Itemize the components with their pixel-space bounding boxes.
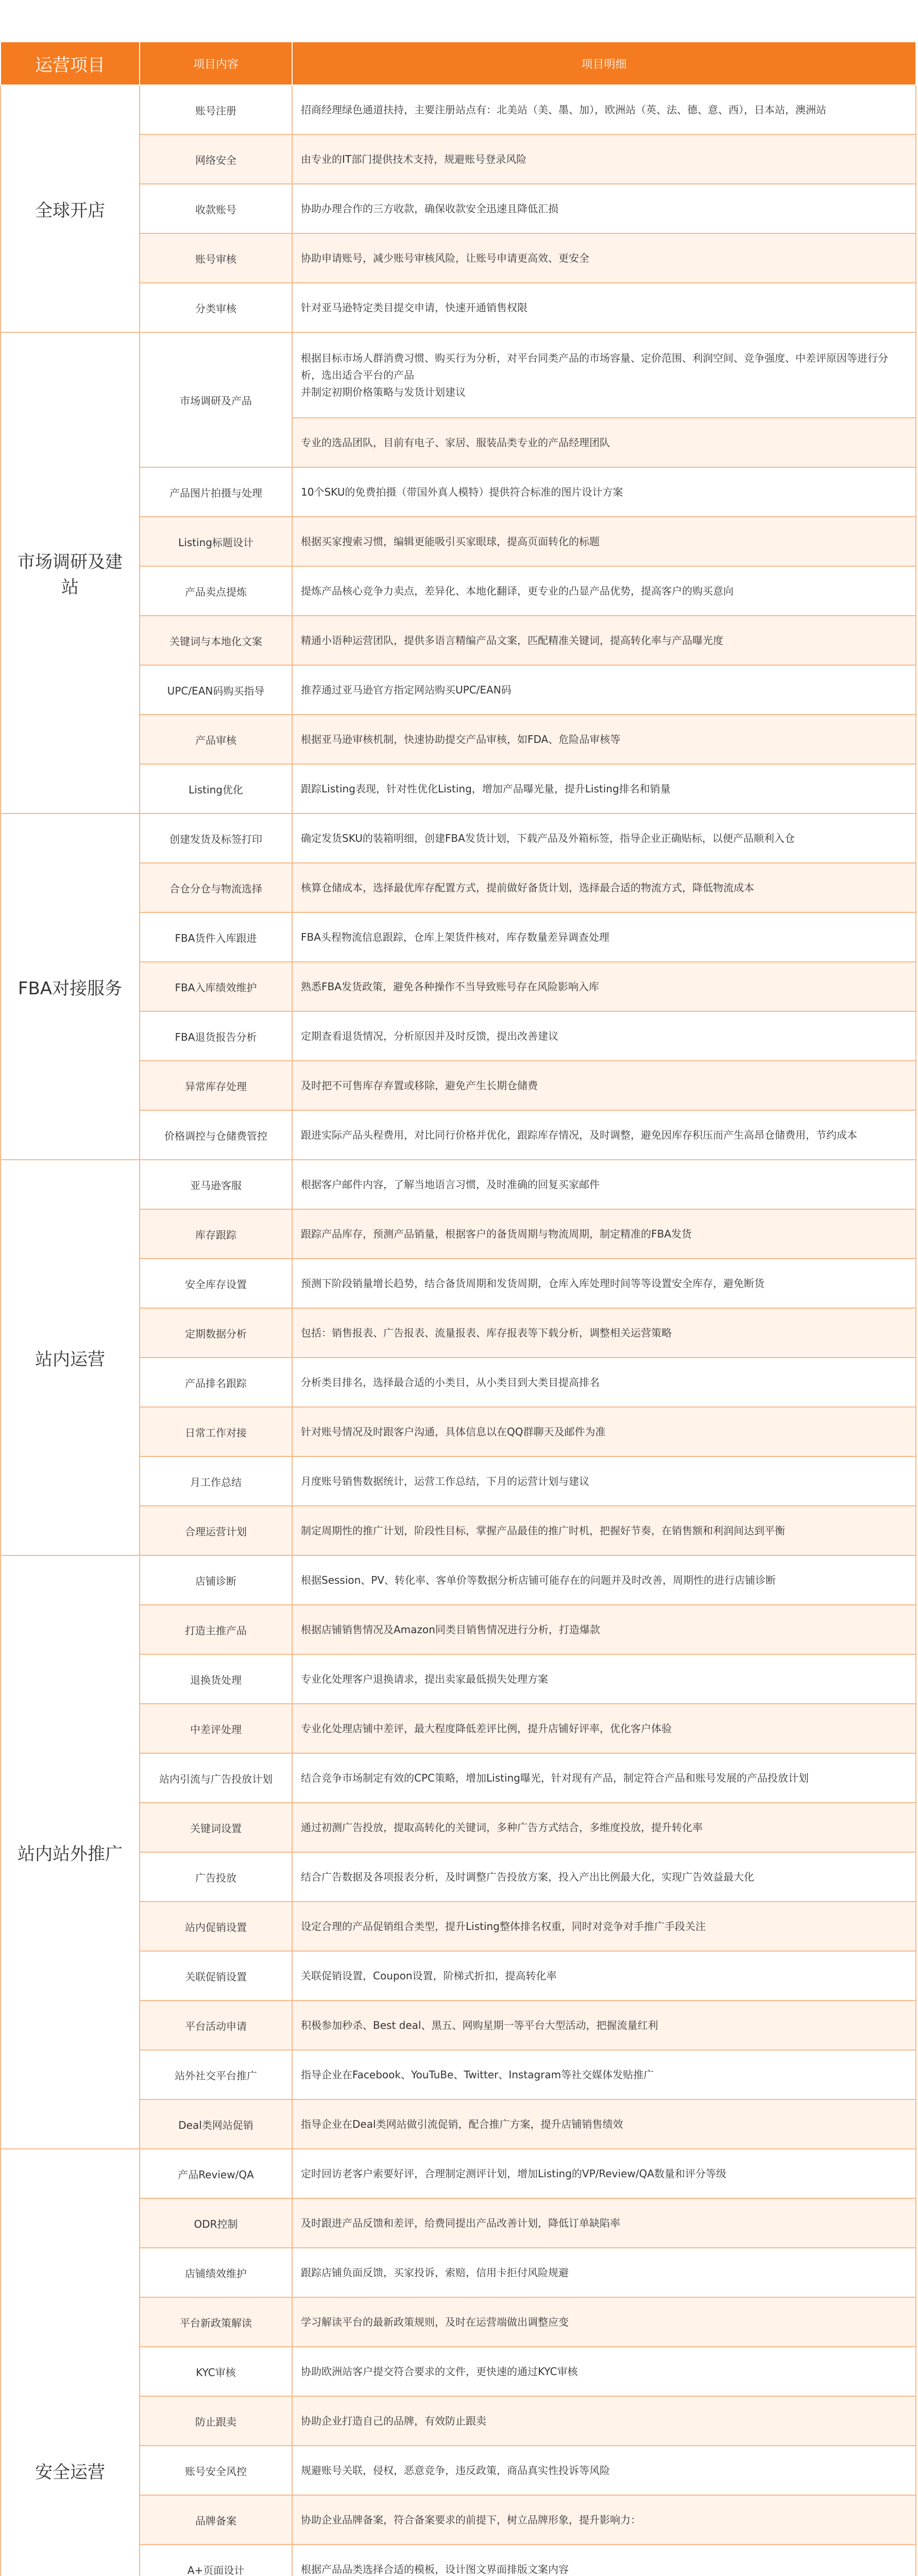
detail-cell: 跟踪Listing表现，针对性优化Listing，增加产品曝光量，提升Listing排名和销量 — [292, 764, 916, 814]
detail-cell: 规避账号关联，侵权，恶意竞争，违反政策，商品真实性投诉等风险 — [292, 2446, 916, 2495]
item-cell: 防止跟卖 — [140, 2396, 292, 2446]
category-cell: 全球开店 — [1, 85, 140, 332]
detail-cell: 通过初测广告投放，提取高转化的关键词，多种广告方式结合，多维度投放，提升转化率 — [292, 1803, 916, 1852]
detail-cell: 学习解读平台的最新政策规则，及时在运营端做出调整应变 — [292, 2297, 916, 2347]
detail-cell: 及时跟进产品反馈和差评，给费同提出产品改善计划，降低订单缺陷率 — [292, 2198, 916, 2248]
detail-cell: 根据Session、PV、转化率、客单价等数据分析店铺可能存在的问题并及时改善，周期性的进行店铺诊断 — [292, 1555, 916, 1605]
item-cell: 分类审核 — [140, 283, 292, 332]
item-cell: 安全库存设置 — [140, 1259, 292, 1308]
header-detail: 项目明细 — [292, 42, 916, 85]
detail-cell: 针对亚马逊特定类目提交申请，快速开通销售权限 — [292, 283, 916, 332]
table-row — [1, 1555, 916, 1605]
header-project: 运营项目 — [1, 42, 140, 85]
item-cell: 中差评处理 — [140, 1704, 292, 1753]
item-cell: 产品Review/QA — [140, 2149, 292, 2198]
item-cell: 店铺诊断 — [140, 1555, 292, 1605]
detail-cell: 定时回访老客户索要好评，合理制定测评计划，增加Listing的VP/Review/QA数量和评分等级 — [292, 2149, 916, 2198]
detail-cell: 指导企业在Deal类网站做引流促销，配合推广方案，提升店铺销售绩效 — [292, 2099, 916, 2149]
detail-cell: 招商经理绿色通道扶持，主要注册站点有：北美站（美、墨、加），欧洲站（英、法、德、意、西），日本站，澳洲站 — [292, 85, 916, 134]
item-cell: 定期数据分析 — [140, 1308, 292, 1358]
item-cell: 库存跟踪 — [140, 1209, 292, 1259]
detail-cell: 协助办理合作的三方收款，确保收款安全迅速且降低汇损 — [292, 184, 916, 233]
item-cell: 创建发货及标签打印 — [140, 814, 292, 863]
detail-cell: 跟踪产品库存，预测产品销量，根据客户的备货周期与物流周期，制定精准的FBA发货 — [292, 1209, 916, 1259]
item-cell: 收款账号 — [140, 184, 292, 233]
item-cell: 平台活动申请 — [140, 2001, 292, 2050]
detail-cell: 确定发货SKU的装箱明细，创建FBA发货计划，下载产品及外箱标签，指导企业正确贴标，以便产品顺利入仓 — [292, 814, 916, 863]
detail-cell: 预测下阶段销量增长趋势，结合备货周期和发货周期，仓库入库处理时间等等设置安全库存，避免断货 — [292, 1259, 916, 1308]
table-header-row — [1, 42, 916, 85]
detail-cell: 月度账号销售数据统计，运营工作总结，下月的运营计划与建议 — [292, 1456, 916, 1506]
detail-cell: 针对账号情况及时跟客户沟通，具体信息以在QQ群聊天及邮件为准 — [292, 1407, 916, 1456]
services-table — [0, 41, 916, 2576]
item-cell: FBA货件入库跟进 — [140, 912, 292, 962]
item-cell: 账号安全风控 — [140, 2446, 292, 2495]
item-cell: UPC/EAN码购买指导 — [140, 665, 292, 715]
item-cell: 日常工作对接 — [140, 1407, 292, 1456]
item-cell: 产品审核 — [140, 715, 292, 764]
item-cell: A+页面设计 — [140, 2545, 292, 2576]
item-cell: 账号注册 — [140, 85, 292, 134]
item-cell: 异常库存处理 — [140, 1061, 292, 1110]
table-row — [1, 814, 916, 863]
item-cell: 品牌备案 — [140, 2495, 292, 2545]
category-cell: 市场调研及建站 — [1, 332, 140, 814]
item-cell: 产品卖点提炼 — [140, 566, 292, 616]
detail-cell: FBA头程物流信息跟踪，仓库上架货件核对，库存数量差异调查处理 — [292, 912, 916, 962]
detail-cell: 分析类目排名，选择最合适的小类目，从小类目到大类目提高排名 — [292, 1358, 916, 1407]
item-cell: 站内促销设置 — [140, 1902, 292, 1951]
item-cell: ODR控制 — [140, 2198, 292, 2248]
detail-cell: 根据产品品类选择合适的模板，设计图文界面排版文案内容 — [292, 2545, 916, 2576]
table-body — [1, 85, 916, 2576]
detail-cell: 由专业的IT部门提供技术支持，规避账号登录风险 — [292, 134, 916, 184]
item-cell: 退换货处理 — [140, 1654, 292, 1704]
table-row — [1, 85, 916, 134]
detail-cell: 根据买家搜索习惯，编辑更能吸引买家眼球，提高页面转化的标题 — [292, 517, 916, 566]
detail-cell: 熟悉FBA发货政策，避免各种操作不当导致账号存在风险影响入库 — [292, 962, 916, 1011]
table-row — [1, 332, 916, 418]
detail-cell: 10个SKU的免费拍摄（带国外真人模特）提供符合标准的图片设计方案 — [292, 467, 916, 517]
detail-cell: 跟踪店铺负面反馈，买家投诉，索赔，信用卡拒付风险规避 — [292, 2248, 916, 2297]
detail-cell: 专业化处理店铺中差评，最大程度降低差评比例，提升店铺好评率，优化客户体验 — [292, 1704, 916, 1753]
item-cell: 广告投放 — [140, 1852, 292, 1902]
header-content: 项目内容 — [140, 42, 292, 85]
detail-cell: 推荐通过亚马逊官方指定网站购买UPC/EAN码 — [292, 665, 916, 715]
item-cell: FBA退货报告分析 — [140, 1011, 292, 1061]
detail-cell: 协助欧洲站客户提交符合要求的文件，更快速的通过KYC审核 — [292, 2347, 916, 2396]
detail-cell: 专业的选品团队，目前有电子、家居、服装品类专业的产品经理团队 — [292, 418, 916, 467]
table-row — [1, 2149, 916, 2198]
item-cell: Deal类网站促销 — [140, 2099, 292, 2149]
detail-cell: 积极参加秒杀、Best deal、黑五、网购星期一等平台大型活动，把握流量红利 — [292, 2001, 916, 2050]
detail-cell: 精通小语种运营团队，提供多语言精编产品文案，匹配精准关键词，提高转化率与产品曝光度 — [292, 616, 916, 665]
detail-cell: 提炼产品核心竞争力卖点，差异化、本地化翻译，更专业的凸显产品优势，提高客户的购买意向 — [292, 566, 916, 616]
detail-cell: 及时把不可售库存弃置或移除，避免产生长期仓储费 — [292, 1061, 916, 1110]
detail-cell: 跟进实际产品头程费用，对比同行价格并优化，跟踪库存情况，及时调整，避免因库存积压而产生高昂仓储费用，节约成本 — [292, 1110, 916, 1160]
table-row — [1, 1160, 916, 1209]
detail-cell: 协助企业打造自己的品牌，有效防止跟卖 — [292, 2396, 916, 2446]
item-cell: FBA入库绩效维护 — [140, 962, 292, 1011]
detail-cell: 包括：销售报表、广告报表、流量报表、库存报表等下载分析，调整相关运营策略 — [292, 1308, 916, 1358]
item-cell: 市场调研及产品 — [140, 332, 292, 467]
item-cell: 店铺绩效维护 — [140, 2248, 292, 2297]
detail-cell: 定期查看退货情况，分析原因并及时反馈，提出改善建议 — [292, 1011, 916, 1061]
item-cell: 亚马逊客服 — [140, 1160, 292, 1209]
detail-cell: 根据店铺销售情况及Amazon同类目销售情况进行分析，打造爆款 — [292, 1605, 916, 1654]
detail-cell: 设定合理的产品促销组合类型，提升Listing整体排名权重，同时对竞争对手推广手段关注 — [292, 1902, 916, 1951]
detail-cell: 专业化处理客户退换请求，提出卖家最低损失处理方案 — [292, 1654, 916, 1704]
item-cell: 合理运营计划 — [140, 1506, 292, 1555]
detail-cell: 制定周期性的推广计划，阶段性目标，掌握产品最佳的推广时机，把握好节奏，在销售额和利润间达到平衡 — [292, 1506, 916, 1555]
item-cell: 关键词设置 — [140, 1803, 292, 1852]
item-cell: Listing优化 — [140, 764, 292, 814]
detail-cell: 结合竞争市场制定有效的CPC策略，增加Listing曝光，针对现有产品，制定符合产品和账号发展的产品投放计划 — [292, 1753, 916, 1803]
detail-cell: 关联促销设置，Coupon设置，阶梯式折扣，提高转化率 — [292, 1951, 916, 2001]
detail-cell: 核算仓储成本，选择最优库存配置方式，提前做好备货计划，选择最合适的物流方式，降低物流成本 — [292, 863, 916, 912]
item-cell: 关联促销设置 — [140, 1951, 292, 2001]
item-cell: 站内引流与广告投放计划 — [140, 1753, 292, 1803]
detail-cell: 指导企业在Facebook、YouTuBe、Twitter、Instagram等社交媒体发贴推广 — [292, 2050, 916, 2099]
category-cell: 站内运营 — [1, 1160, 140, 1555]
detail-cell: 协助申请账号，减少账号审核风险，让账号申请更高效、更安全 — [292, 233, 916, 283]
detail-cell: 根据目标市场人群消费习惯、购买行为分析，对平台同类产品的市场容量、定价范围、利润空间、竞争强度、中差评原因等进行分析，选出适合平台的产品 并制定初期价格策略与发货计划建议 — [292, 332, 916, 418]
item-cell: 月工作总结 — [140, 1456, 292, 1506]
category-cell: 安全运营 — [1, 2149, 140, 2576]
detail-cell: 协助企业品牌备案，符合备案要求的前提下，树立品牌形象，提升影响力： — [292, 2495, 916, 2545]
item-cell: 产品排名跟踪 — [140, 1358, 292, 1407]
category-cell: 站内站外推广 — [1, 1555, 140, 2149]
item-cell: Listing标题设计 — [140, 517, 292, 566]
item-cell: 平台新政策解读 — [140, 2297, 292, 2347]
category-cell: FBA对接服务 — [1, 814, 140, 1160]
item-cell: 账号审核 — [140, 233, 292, 283]
detail-cell: 结合广告数据及各项报表分析，及时调整广告投放方案，投入产出比例最大化，实现广告效益最大化 — [292, 1852, 916, 1902]
item-cell: KYC审核 — [140, 2347, 292, 2396]
item-cell: 打造主推产品 — [140, 1605, 292, 1654]
item-cell: 网络安全 — [140, 134, 292, 184]
item-cell: 合仓分仓与物流选择 — [140, 863, 292, 912]
detail-cell: 根据亚马逊审核机制，快速协助提交产品审核，如FDA、危险品审核等 — [292, 715, 916, 764]
item-cell: 关键词与本地化文案 — [140, 616, 292, 665]
services-table-wrapper — [0, 41, 915, 2576]
detail-cell: 根据客户邮件内容，了解当地语言习惯，及时准确的回复买家邮件 — [292, 1160, 916, 1209]
item-cell: 价格调控与仓储费管控 — [140, 1110, 292, 1160]
item-cell: 站外社交平台推广 — [140, 2050, 292, 2099]
item-cell: 产品图片拍摄与处理 — [140, 467, 292, 517]
